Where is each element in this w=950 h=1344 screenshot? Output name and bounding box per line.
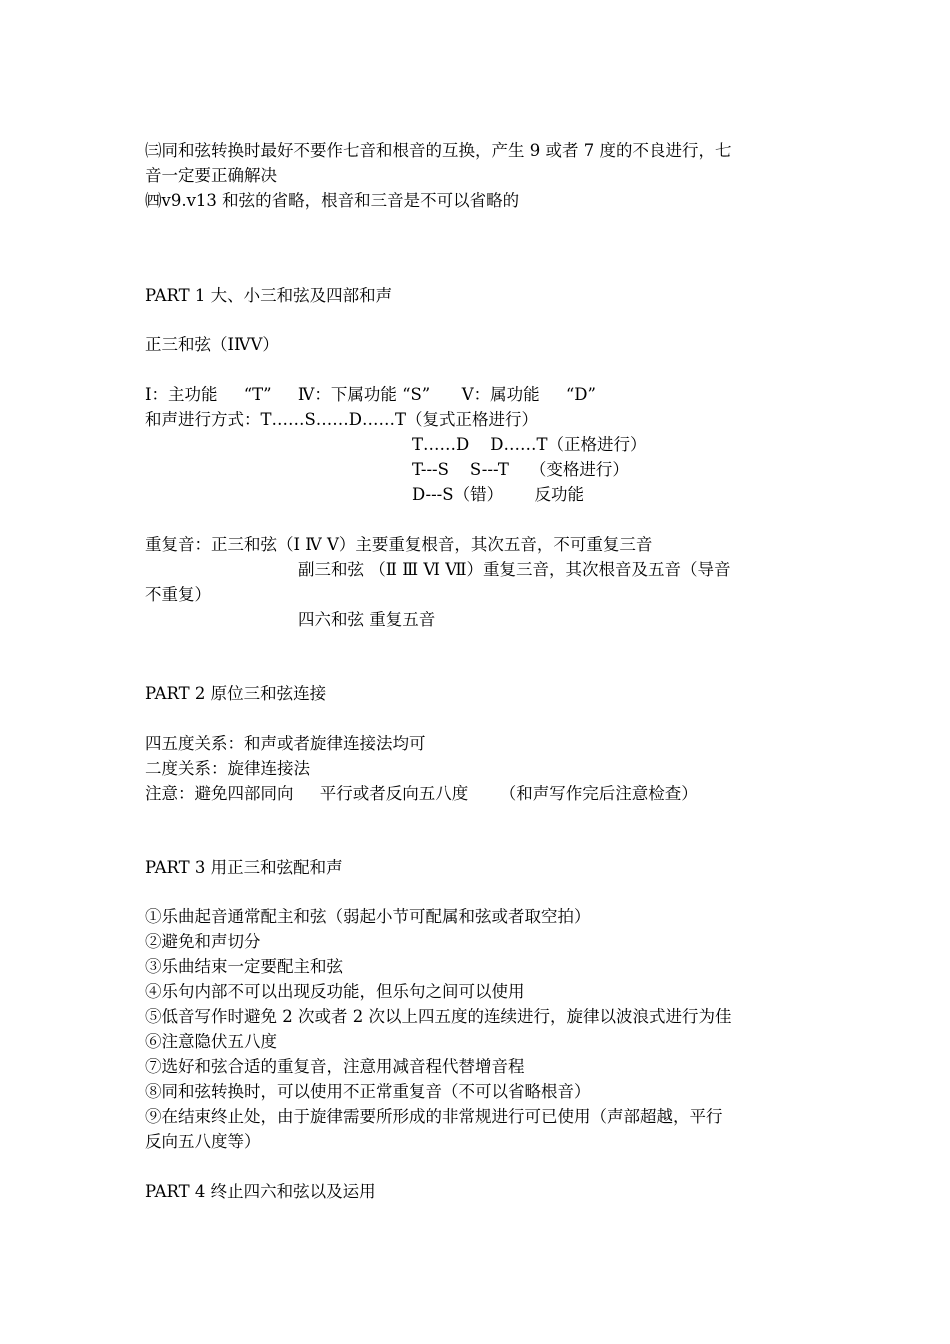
text-line: Ⅰ：主功能 “T” Ⅳ：下属功能 “S” Ⅴ：属功能 “D” (145, 385, 596, 404)
list-item: ④乐句内部不可以出现反功能，但乐句之间可以使用 (145, 982, 525, 1001)
section-heading: PART 1 大、小三和弦及四部和声 (145, 286, 393, 305)
text-line: 副三和弦 （Ⅱ Ⅲ Ⅵ Ⅶ）重复三音，其次根音及五音（导音 (298, 560, 731, 579)
section-heading: PART 2 原位三和弦连接 (145, 684, 327, 703)
text-line: 二度关系：旋律连接法 (145, 759, 310, 778)
text-line: D---S（错） 反功能 (412, 485, 585, 504)
list-item: ①乐曲起音通常配主和弦（弱起小节可配属和弦或者取空拍） (145, 907, 591, 926)
text-line: ㈢同和弦转换时最好不要作七音和根音的互换，产生 9 或者 7 度的不良进行，七 (145, 141, 732, 160)
text-line: 音一定要正确解决 (145, 166, 277, 185)
section-heading: PART 4 终止四六和弦以及运用 (145, 1182, 376, 1201)
list-item: ②避免和声切分 (145, 932, 261, 951)
section-heading: PART 3 用正三和弦配和声 (145, 858, 343, 877)
text-line: T……D D……T（正格进行） (412, 435, 647, 454)
list-item: ③乐曲结束一定要配主和弦 (145, 957, 343, 976)
list-item: ⑤低音写作时避免 2 次或者 2 次以上四五度的连续进行，旋律以波浪式进行为佳 (145, 1007, 732, 1026)
text-line: 四六和弦 重复五音 (298, 610, 436, 629)
list-item: ⑧同和弦转换时，可以使用不正常重复音（不可以省略根音） (145, 1082, 591, 1101)
list-item: ⑨在结束终止处，由于旋律需要所形成的非常规进行可已使用（声部超越，平行 (145, 1107, 723, 1126)
text-line: 不重复） (145, 585, 211, 604)
text-line: 正三和弦（ⅠⅣⅤ） (145, 335, 279, 354)
list-item: 反向五八度等） (145, 1132, 261, 1151)
text-line: 重复音：正三和弦（Ⅰ Ⅳ Ⅴ）主要重复根音，其次五音，不可重复三音 (145, 535, 653, 554)
list-item: ⑦选好和弦合适的重复音，注意用减音程代替增音程 (145, 1057, 525, 1076)
text-line: 注意：避免四部同向 平行或者反向五八度 （和声写作完后注意检查） (145, 784, 698, 803)
text-line: 和声进行方式：T……S……D……T（复式正格进行） (145, 410, 539, 429)
list-item: ⑥注意隐伏五八度 (145, 1032, 277, 1051)
text-line: ㈣v9.v13 和弦的省略，根音和三音是不可以省略的 (145, 191, 520, 210)
text-line: T---S S---T （变格进行） (412, 460, 629, 479)
text-line: 四五度关系：和声或者旋律连接法均可 (145, 734, 426, 753)
